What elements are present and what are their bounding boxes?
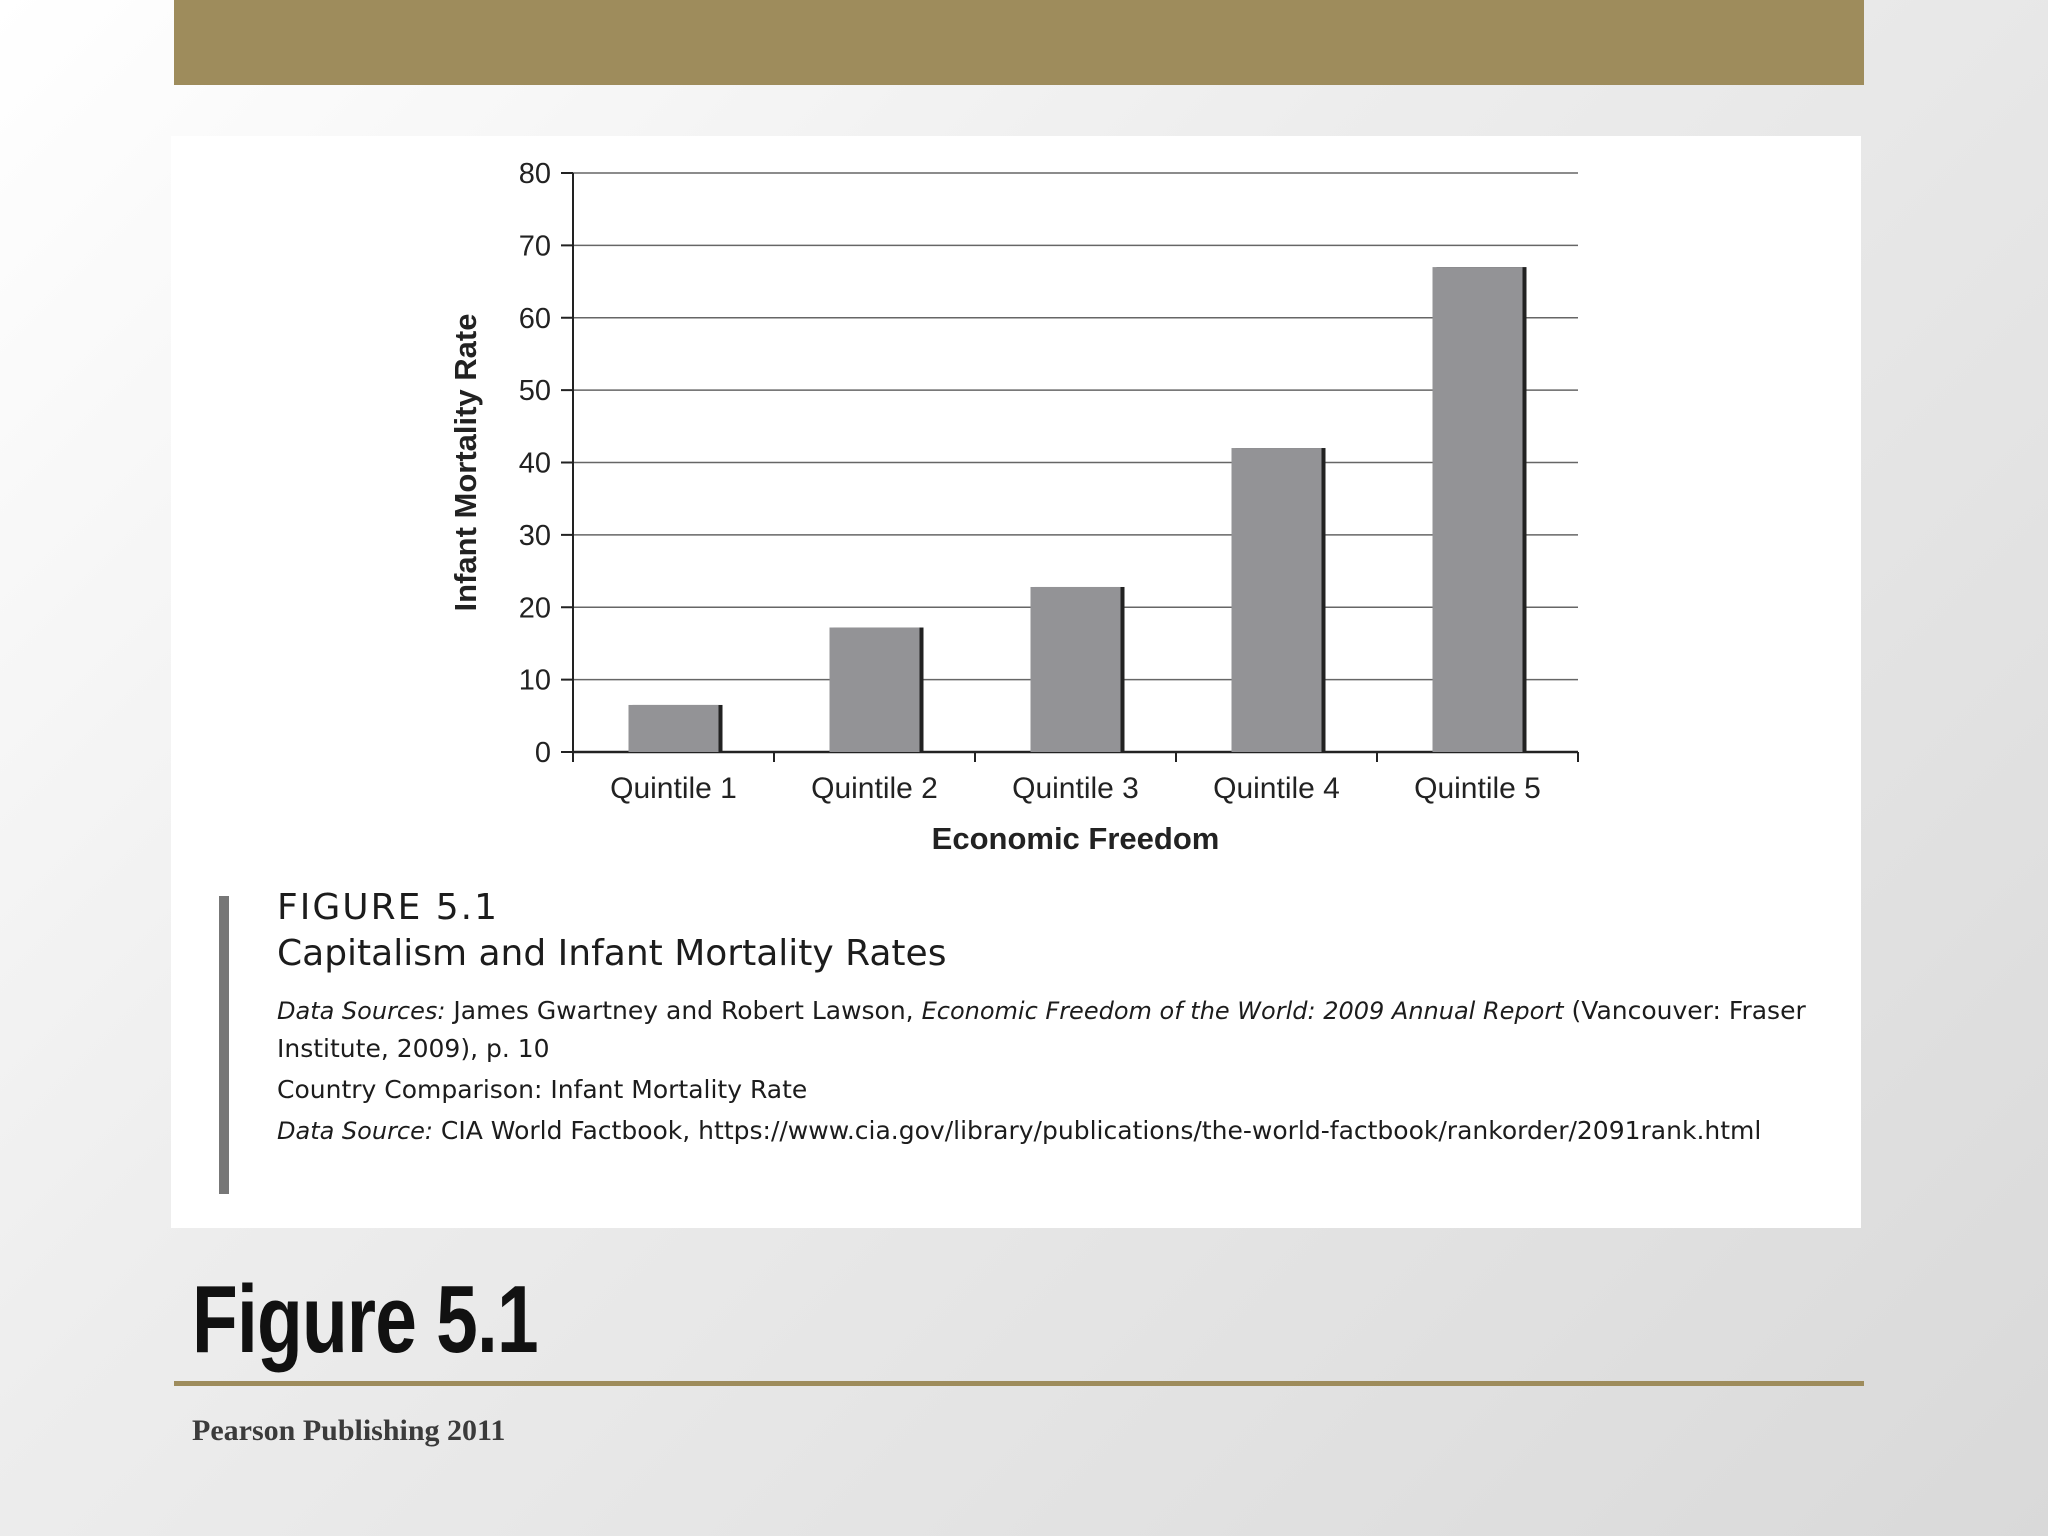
- bar: [1232, 448, 1322, 752]
- source2-text: CIA World Factbook, https://www.cia.gov/library/publications/the-world-factbook/rankorder/2091rank.html: [432, 1116, 1762, 1145]
- x-tick-label: Quintile 4: [1213, 772, 1340, 805]
- y-axis-title: Infant Mortality Rate: [448, 313, 483, 612]
- x-tick-label: Quintile 1: [610, 772, 737, 805]
- top-accent-bar: [174, 0, 1864, 85]
- data-sources-1: [277, 992, 1837, 1067]
- caption-rule: [219, 896, 229, 1194]
- y-tick-label: 80: [518, 158, 551, 190]
- slide-title: Figure 5.1: [192, 1266, 538, 1373]
- y-tick-label: 70: [518, 230, 551, 263]
- title-underline: [174, 1381, 1864, 1386]
- bar: [1433, 267, 1523, 752]
- figure-number: FIGURE 5.1: [277, 887, 500, 928]
- figure-title: Capitalism and Infant Mortality Rates: [277, 933, 947, 974]
- source1-label: Data Sources:: [277, 997, 446, 1025]
- data-sources-2: [277, 1112, 1837, 1150]
- figure-caption: [277, 886, 1837, 1150]
- y-tick-label: 40: [518, 447, 551, 480]
- source1-rest: (Vancouver: Fraser Institute, 2009), p. 10: [277, 996, 1806, 1063]
- bar: [629, 705, 719, 752]
- y-tick-label: 30: [518, 519, 551, 552]
- y-tick-label: 50: [518, 375, 551, 408]
- footer-credit: Pearson Publishing 2011: [192, 1414, 506, 1447]
- bar: [1031, 587, 1121, 752]
- x-tick-label: Quintile 2: [811, 772, 938, 805]
- source1-authors: James Gwartney and Robert Lawson,: [445, 996, 922, 1025]
- x-tick-label: Quintile 5: [1414, 772, 1541, 805]
- y-tick-label: 60: [518, 302, 551, 335]
- y-tick-label: 0: [534, 737, 551, 769]
- source2-label: Data Source:: [277, 1117, 433, 1145]
- y-tick-label: 10: [518, 664, 551, 697]
- country-comparison: Country Comparison: Infant Mortality Rate: [277, 1075, 808, 1104]
- bar: [830, 628, 920, 752]
- x-axis-title: Economic Freedom: [931, 821, 1220, 856]
- figure-panel: [171, 136, 1861, 1228]
- x-tick-label: Quintile 3: [1012, 772, 1139, 805]
- source1-work: Economic Freedom of the World: 2009 Annual Report: [921, 997, 1564, 1025]
- y-tick-label: 20: [518, 592, 551, 625]
- bar-chart: [171, 136, 1861, 876]
